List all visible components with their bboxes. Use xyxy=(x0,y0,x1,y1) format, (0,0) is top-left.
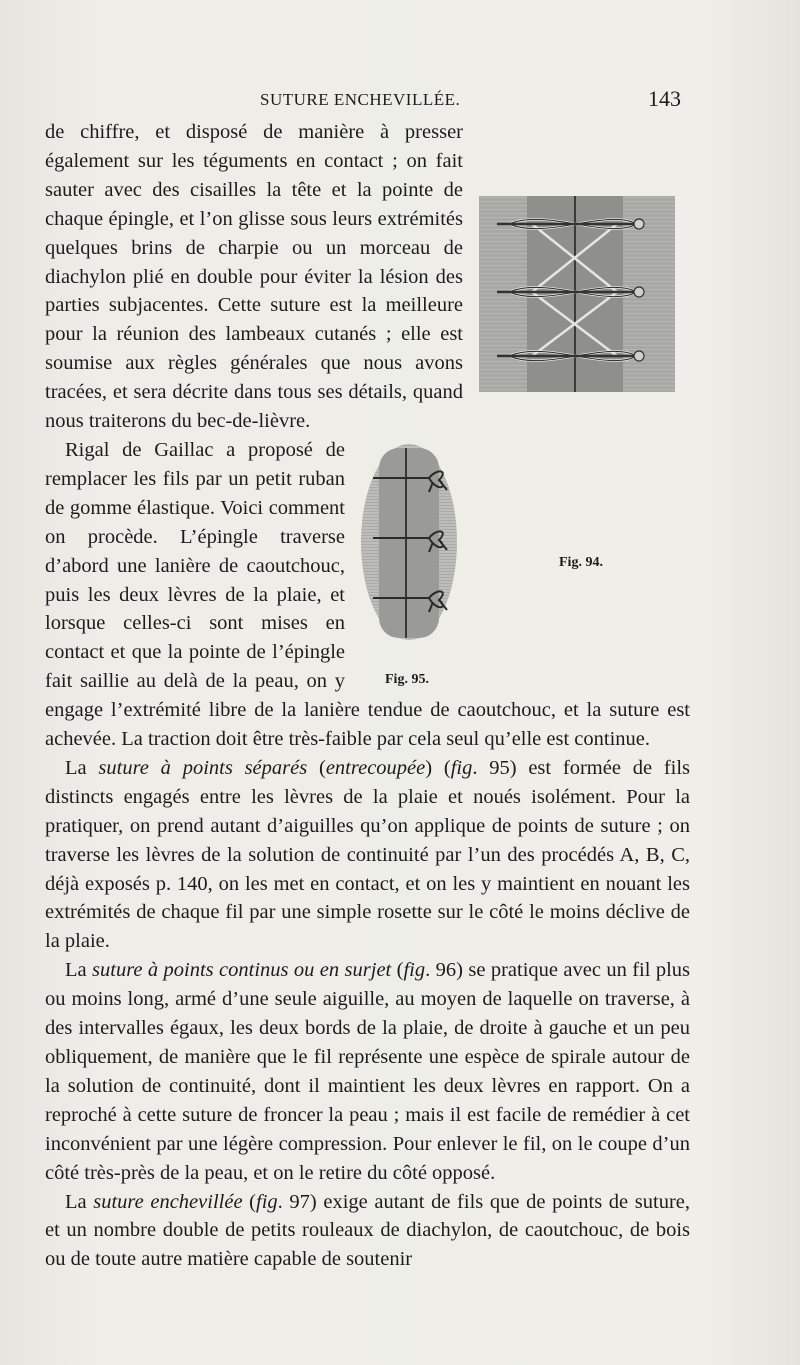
p3-text-e: ) ( xyxy=(425,756,451,779)
p3-term: suture à points séparés xyxy=(98,756,308,779)
p4-fig-ref: fig xyxy=(403,959,426,982)
p3-fig-ref: fig xyxy=(450,756,473,779)
page-header xyxy=(0,86,800,112)
p3-synonym: entrecoupée xyxy=(325,756,426,779)
page-number: 143 xyxy=(648,86,681,111)
figure-95 xyxy=(359,442,469,687)
p5-text-c: ( xyxy=(242,1190,256,1213)
paragraph-4 xyxy=(45,956,690,1187)
p3-text-c: ( xyxy=(307,756,326,779)
figure-95-illustration xyxy=(359,442,459,642)
p4-text-c: ( xyxy=(391,959,404,982)
paragraph-5 xyxy=(45,1188,690,1275)
p5-term: suture enchevillée xyxy=(93,1190,243,1213)
paragraph-1: de chiffre, et disposé de manière à presser également sur les téguments en contact ; on fait sauter avec des cisailles la tête et la pointe de chaque épingle, et l’on glisse sous leurs extrémités quelques brins de charpie ou un morceau de diachylon plié en double pour éviter la lésion des parties subjacentes. Cette suture est la meilleure pour la réunion des lambeaux cutanés ; elle est soumise aux règles générales que nous avons tracées, et sera décrite dans tous ses détails, quand nous traiterons du bec-de-lièvre. xyxy=(45,121,463,433)
p5-text-a: La xyxy=(65,1190,94,1213)
paragraph-2: Rigal de Gaillac a proposé de remplacer les fils par un petit ruban de gomme élastique. Voici comment on procède. L’épingle traverse d’abord une lanière de caoutchouc, puis les deux lèvres de la plaie, et lorsque celles-ci sont mises en contact et que la pointe de l’épingle fait saillie au delà de la peau, on y engage l’extrémité libre de la lanière tendue de caoutchouc, et la suture est achevée. La traction doit être très-faible par cela seul qu’elle est continue. xyxy=(45,438,690,751)
figure-94-illustration xyxy=(477,194,677,394)
paragraph-3 xyxy=(45,754,690,956)
p5-text-e: . 97) exige autant de fils que de points de suture, et un nombre double de petits rouleaux de diachylon, de caoutchouc, de bois ou de toute autre matière capable de soutenir xyxy=(45,1190,690,1271)
figure-94-caption: Fig. 94. xyxy=(559,555,603,570)
p3-text-g: . 95) est formée de fils distincts engagés entre les lèvres de la plaie et noués isolément. Pour la pratiquer, on prend autant d’aiguilles qu’on applique de points de suture ; on traverse les lèvres de la solution de continuité par l’un des procédés A, B, C, déjà exposés p. 140, on les met en contact, et on les y maintient en nouant les extrémités de chaque fil par une simple rosette sur le côté le moins déclive de la plaie. xyxy=(45,756,691,953)
p4-term: suture à points continus ou en surjet xyxy=(92,959,392,982)
running-title: SUTURE ENCHEVILLÉE. xyxy=(260,90,461,109)
p3-text-a: La xyxy=(65,756,99,779)
figure-95-caption: Fig. 95. xyxy=(385,671,429,687)
p4-text-a: La xyxy=(65,959,93,982)
body-text xyxy=(45,118,690,1274)
figure-94 xyxy=(477,194,705,570)
p4-text-e: . 96) se pratique avec un fil plus ou moins long, armé d’une seule aiguille, au moyen de laquelle on traverse, à des intervalles égaux, les deux bords de la plaie, de droite à gauche et un peu obliquement, de manière que le fil représente une espèce de spirale autour de la solution de continuité, dont il maintient les deux lèvres en rapport. On a reproché à cette suture de froncer la peau ; mais il est facile de remédier à cet inconvénient par une légère compression. Pour enlever le fil, on le coupe d’un côté très-près de la peau, et on le retire du côté opposé. xyxy=(45,959,690,1184)
p5-fig-ref: fig xyxy=(256,1190,278,1213)
